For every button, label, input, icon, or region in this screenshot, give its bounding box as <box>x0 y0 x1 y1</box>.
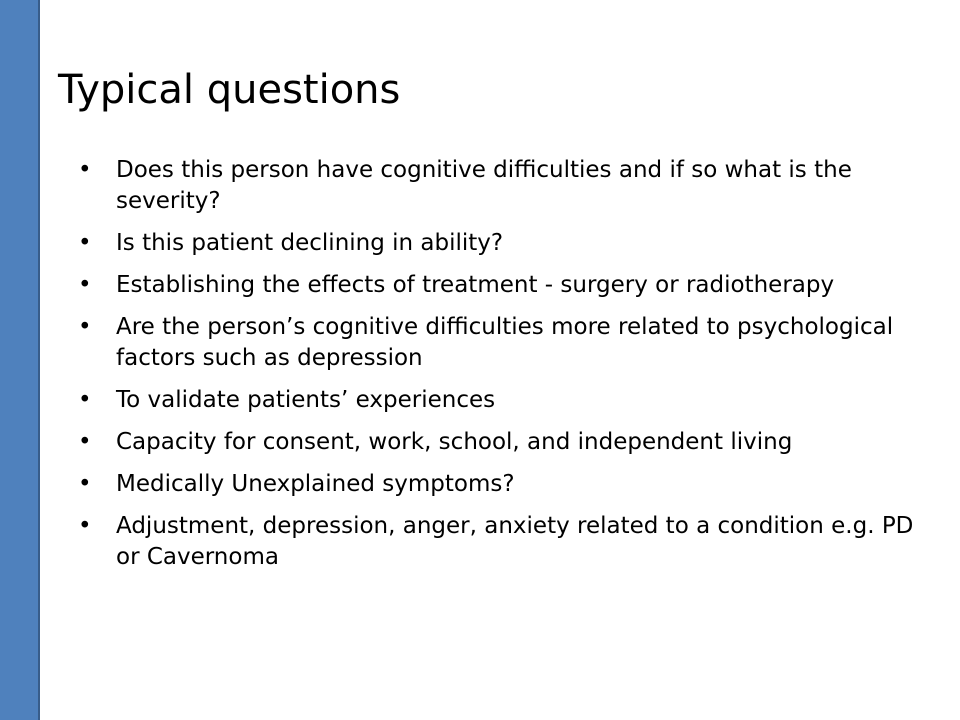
bullet-list <box>78 155 918 584</box>
bullet-icon: • <box>78 230 92 256</box>
bullet-icon: • <box>78 471 92 497</box>
bullet-text: Medically Unexplained symptoms? <box>116 471 515 497</box>
bullet-icon: • <box>78 387 92 413</box>
bullet-item-severity <box>78 155 918 217</box>
side-accent-bar <box>0 0 40 720</box>
bullet-icon: • <box>78 157 92 183</box>
bullet-icon: • <box>78 513 92 539</box>
bullet-text: To validate patients’ experiences <box>116 387 496 413</box>
bullet-icon: • <box>78 429 92 455</box>
bullet-text: Are the person’s cognitive difficulties more related to psychological factors such as depression <box>116 314 894 371</box>
bullet-text: Establishing the effects of treatment - surgery or radiotherapy <box>116 272 835 298</box>
bullet-item-capacity <box>78 427 918 458</box>
slide-title: Typical questions <box>58 67 401 113</box>
bullet-icon: • <box>78 314 92 340</box>
bullet-text: Adjustment, depression, anger, anxiety related to a condition e.g. PD or Cavernoma <box>116 513 914 570</box>
bullet-item-psychological-factors <box>78 312 918 374</box>
bullet-item-unexplained-symptoms <box>78 469 918 500</box>
bullet-item-adjustment <box>78 511 918 573</box>
bullet-text: Is this patient declining in ability? <box>116 230 504 256</box>
bullet-icon: • <box>78 272 92 298</box>
bullet-item-declining <box>78 228 918 259</box>
bullet-item-treatment-effects <box>78 270 918 301</box>
bullet-item-validate-experiences <box>78 385 918 416</box>
bullet-text: Does this person have cognitive difficulties and if so what is the severity? <box>116 157 852 214</box>
bullet-text: Capacity for consent, work, school, and independent living <box>116 429 793 455</box>
